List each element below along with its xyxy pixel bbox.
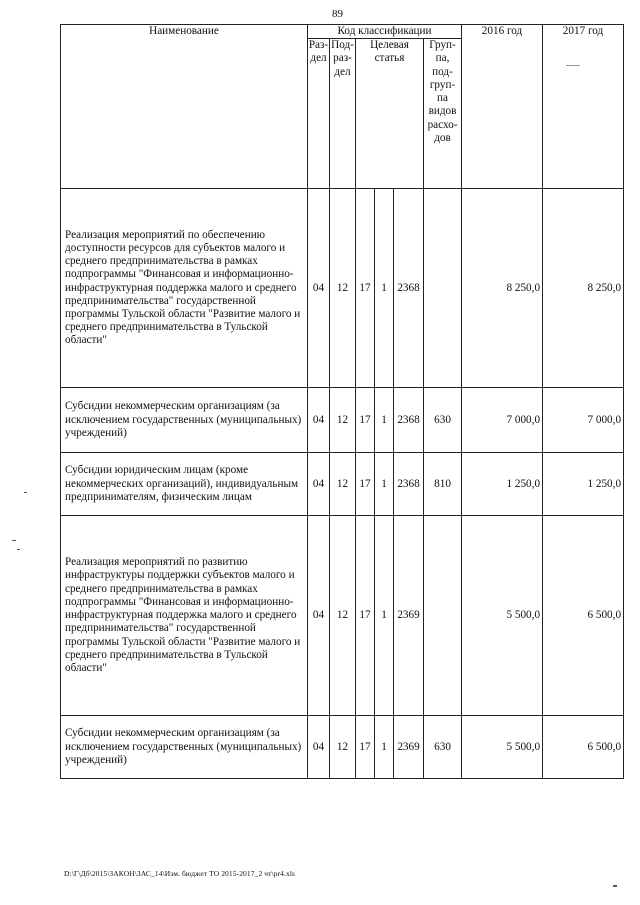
scan-speck <box>566 65 580 66</box>
row-target-code: 2369 <box>394 716 424 779</box>
row-name: Субсидии юридическим лицам (кроме некоммерческих организаций), индивидуальным предпринимателям, физическим лицам <box>61 453 308 516</box>
scan-speck <box>12 540 16 541</box>
row-amount-2017: 1 250,0 <box>543 453 624 516</box>
row-amount-2016: 5 500,0 <box>462 716 543 779</box>
scan-speck <box>17 549 20 550</box>
row-target-program: 17 <box>356 388 375 453</box>
row-target-code: 2368 <box>394 453 424 516</box>
table-row <box>61 716 624 779</box>
row-target-code: 2368 <box>394 388 424 453</box>
row-amount-2016: 8 250,0 <box>462 189 543 388</box>
row-target-program: 17 <box>356 453 375 516</box>
row-section: 04 <box>308 453 330 516</box>
row-name: Субсидии некоммерческим организациям (за исключением государственных (муниципальных) учреждений) <box>61 716 308 779</box>
row-target-code: 2369 <box>394 516 424 716</box>
row-section: 04 <box>308 189 330 388</box>
row-name: Реализация мероприятий по развитию инфраструктуры поддержки субъектов малого и среднего предпринимательства в рамках подпрограммы "Финансовая и информационно-инфраструктурная поддержка малого и среднего предпринимательства" государственной программы Тульской области "Развитие малого и среднего предпринимательства в Тульской области" <box>61 516 308 716</box>
row-name: Субсидии некоммерческим организациям (за исключением государственных (муниципальных) учреждений) <box>61 388 308 453</box>
row-subsection: 12 <box>330 453 356 516</box>
row-amount-2016: 5 500,0 <box>462 516 543 716</box>
row-target-program: 17 <box>356 716 375 779</box>
row-subsection: 12 <box>330 189 356 388</box>
row-target-subprogram: 1 <box>375 189 394 388</box>
row-amount-2016: 1 250,0 <box>462 453 543 516</box>
header-subsection: Под- раз- дел <box>330 39 356 189</box>
row-expense-group: 630 <box>424 388 462 453</box>
row-amount-2016: 7 000,0 <box>462 388 543 453</box>
row-subsection: 12 <box>330 388 356 453</box>
row-section: 04 <box>308 716 330 779</box>
row-expense-group <box>424 189 462 388</box>
row-subsection: 12 <box>330 716 356 779</box>
row-section: 04 <box>308 516 330 716</box>
row-expense-group <box>424 516 462 716</box>
row-target-subprogram: 1 <box>375 516 394 716</box>
row-subsection: 12 <box>330 516 356 716</box>
row-target-subprogram: 1 <box>375 453 394 516</box>
header-year-2017: 2017 год <box>543 25 624 189</box>
scan-speck <box>613 885 617 887</box>
file-path-footer: D:\Г\Дб\2015\ЗАКОН\ЗАС_14\Изм. бюджет ТО 2015-2017_2 чт\pr4.xls <box>64 869 296 878</box>
row-expense-group: 810 <box>424 453 462 516</box>
row-amount-2017: 6 500,0 <box>543 716 624 779</box>
row-expense-group: 630 <box>424 716 462 779</box>
row-target-subprogram: 1 <box>375 388 394 453</box>
row-amount-2017: 7 000,0 <box>543 388 624 453</box>
row-section: 04 <box>308 388 330 453</box>
row-amount-2017: 6 500,0 <box>543 516 624 716</box>
table-row <box>61 453 624 516</box>
table-row <box>61 388 624 453</box>
row-target-program: 17 <box>356 516 375 716</box>
table-row <box>61 516 624 716</box>
row-amount-2017: 8 250,0 <box>543 189 624 388</box>
header-name: Наименование <box>61 25 308 189</box>
row-target-subprogram: 1 <box>375 716 394 779</box>
header-year-2016: 2016 год <box>462 25 543 189</box>
row-name: Реализация мероприятий по обеспечению доступности ресурсов для субъектов малого и среднего предпринимательства в рамках подпрограммы "Финансовая и информационно-инфраструктурная поддержка малого и среднего предпринимательства" государственной программы Тульской области "Развитие малого и среднего предпринимательства в Тульской области" <box>61 189 308 388</box>
page-number: 89 <box>332 8 343 20</box>
header-section: Раз- дел <box>308 39 330 189</box>
header-expense-group: Груп- па, под- груп- па видов расхо- дов <box>424 39 462 189</box>
scan-speck <box>24 492 27 493</box>
row-target-code: 2368 <box>394 189 424 388</box>
budget-table <box>60 24 624 779</box>
header-target-article: Целевая статья <box>356 39 424 189</box>
row-target-program: 17 <box>356 189 375 388</box>
header-classification: Код классификации <box>308 25 462 39</box>
table-row <box>61 189 624 388</box>
